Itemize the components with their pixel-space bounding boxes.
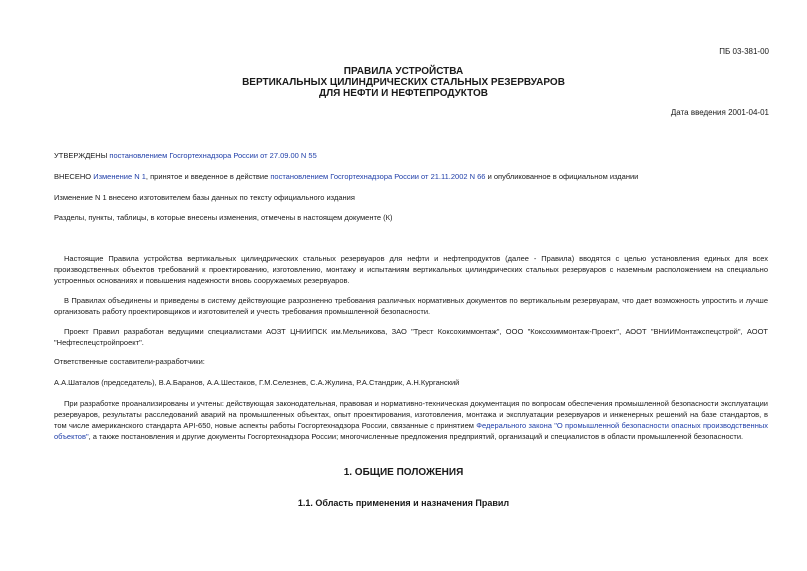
section-1-heading: 1. ОБЩИЕ ПОЛОЖЕНИЯ [343, 467, 464, 478]
introduced-line [54, 172, 638, 181]
introduced-mid: , принятое и введенное в действие [145, 172, 271, 181]
change-1-link[interactable]: Изменение N 1 [93, 172, 146, 181]
introduction-date: Дата введения 2001-04-01 [670, 108, 769, 117]
paragraph-unification-text: В Правилах объединены и приведены в систему действующие разрозненно требования различных нормативных документов по вертикальным резервуарам, что дает возможность упростить и лучше организовать работу проектировщиков и изготовителей и учесть требования промышленной безопасности. [54, 296, 768, 316]
paragraph-purpose [54, 253, 768, 286]
sections-note: Разделы, пункты, таблицы, в которые внесены изменения, отмечены в настоящем документе (К) [54, 213, 393, 222]
introduced-suffix: и опубликованное в официальном издании [485, 172, 639, 181]
paragraph-developers [54, 326, 768, 348]
title-line-3: ДЛЯ НЕФТИ И НЕФТЕПРОДУКТОВ [318, 88, 489, 99]
section-1-1-heading: 1.1. Область применения и назначения Правил [297, 498, 510, 508]
authors-heading: Ответственные составители-разработчики: [54, 357, 205, 366]
paragraph-analysis [54, 398, 768, 442]
title-line-1: ПРАВИЛА УСТРОЙСТВА [343, 66, 464, 77]
document-title [0, 66, 807, 99]
paragraph-purpose-text: Настоящие Правила устройства вертикальных цилиндрических стальных резервуаров для нефти и нефтепродуктов (далее - Правила) вводятся с целью установления единых для всех производственных объектов требований к проектированию, изготовлению, монтажу и испытаниям вертикальных цилиндрических стальных резервуаров с наземным расположением на специально устроенных основаниях и повышения надежности вновь сооружаемых резервуаров. [54, 254, 768, 285]
federal-law-link[interactable]: Федерального закона "О промышленной безопасности опасных производственных объектов" [54, 421, 768, 441]
title-line-2: ВЕРТИКАЛЬНЫХ ЦИЛИНДРИЧЕСКИХ СТАЛЬНЫХ РЕЗЕРВУАРОВ [242, 77, 565, 88]
paragraph-analysis-start: При разработке проанализированы и учтены: действующая законодательная, правовая и нормативно-техническая документация по вопросам обеспечения промышленной безопасности эксплуатации резервуаров, результаты расследований аварий на промышленных объектах, опыт проектирования, изготовления, монтажа и эксплуатации резервуаров и инженерных решений на базе стандартов, в том числе американского стандарта API-650, новые аспекты работы Госгортехнадзора России, связанные с принятием [54, 399, 768, 430]
introduced-decree-link[interactable]: постановлением Госгортехнадзора России от 21.11.2002 N 66 [270, 172, 486, 181]
document-code: ПБ 03-381-00 [719, 47, 769, 56]
approved-prefix: УТВЕРЖДЕНЫ [54, 151, 110, 160]
paragraph-analysis-end: , а также постановления и другие документы Госгортехнадзора России; многочисленные предложения предприятий, организаций и специалистов в области промышленной безопасности. [88, 432, 744, 441]
paragraph-unification [54, 295, 768, 317]
approved-line [54, 151, 317, 160]
approved-decree-link[interactable]: постановлением Госгортехнадзора России от 27.09.00 N 55 [109, 151, 317, 160]
paragraph-developers-text: Проект Правил разработан ведущими специалистами АОЗТ ЦНИИПСК им.Мельникова, ЗАО "Трест Коксохиммонтаж", ООО "Коксохиммонтаж-Проект", АООТ "ВНИИМонтажспецстрой", АООТ "Нефтеспецстройпроект". [54, 327, 768, 347]
introduced-prefix: ВНЕСЕНО [54, 172, 94, 181]
change-note: Изменение N 1 внесено изготовителем базы данных по тексту официального издания [54, 193, 355, 202]
authors-list: А.А.Шаталов (председатель), В.А.Баранов, А.А.Шестаков, Г.М.Селезнев, С.А.Жулина, Р.А.Стандрик, А.Н.Курганский [54, 378, 460, 387]
